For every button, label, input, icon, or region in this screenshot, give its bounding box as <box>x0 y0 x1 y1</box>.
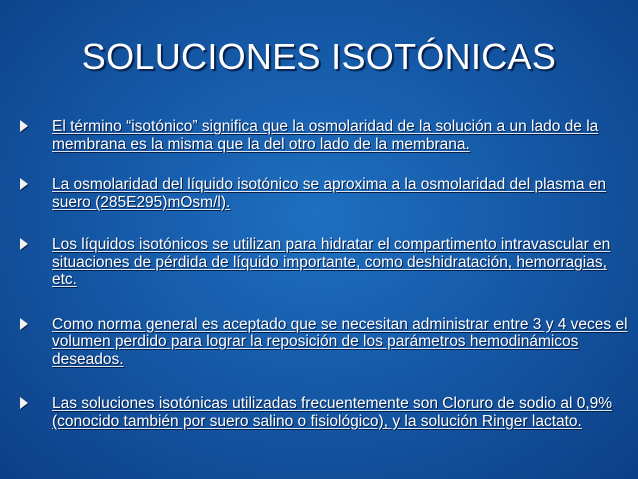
bullet-text: Las soluciones isotónicas utilizadas frecuentemente son Cloruro de sodio al 0,9% (conocido también por suero salino o fisiológico), y la solución Ringer lactato. <box>52 395 613 430</box>
bullet-item <box>20 176 632 211</box>
bullet-item <box>20 316 632 369</box>
slide-title: SOLUCIONES ISOTÓNICAS <box>81 36 557 77</box>
bullet-list <box>20 112 632 430</box>
bullet-arrow-icon <box>20 178 28 190</box>
bullet-item <box>20 236 632 289</box>
bullet-item <box>20 395 632 430</box>
bullet-item <box>20 118 632 153</box>
bullet-text: La osmolaridad del líquido isotónico se aproxima a la osmolaridad del plasma en suero (285E295)mOsm/l). <box>52 176 607 211</box>
bullet-arrow-icon <box>20 397 28 409</box>
bullet-text: Como norma general es aceptado que se necesitan administrar entre 3 y 4 veces el volumen perdido para lograr la reposición de los parámetros hemodinámicos deseados. <box>52 315 628 368</box>
bullet-arrow-icon <box>20 120 28 132</box>
bullet-arrow-icon <box>20 318 28 330</box>
bullet-text: El término “isotónico” significa que la osmolaridad de la solución a un lado de la membrana es la misma que la del otro lado de la membrana. <box>52 118 599 153</box>
bullet-text: Los líquidos isotónicos se utilizan para hidratar el compartimento intravascular en situaciones de pérdida de líquido importante, como deshidratación, hemorragias, etc. <box>52 236 611 288</box>
bullet-arrow-icon <box>20 238 28 250</box>
